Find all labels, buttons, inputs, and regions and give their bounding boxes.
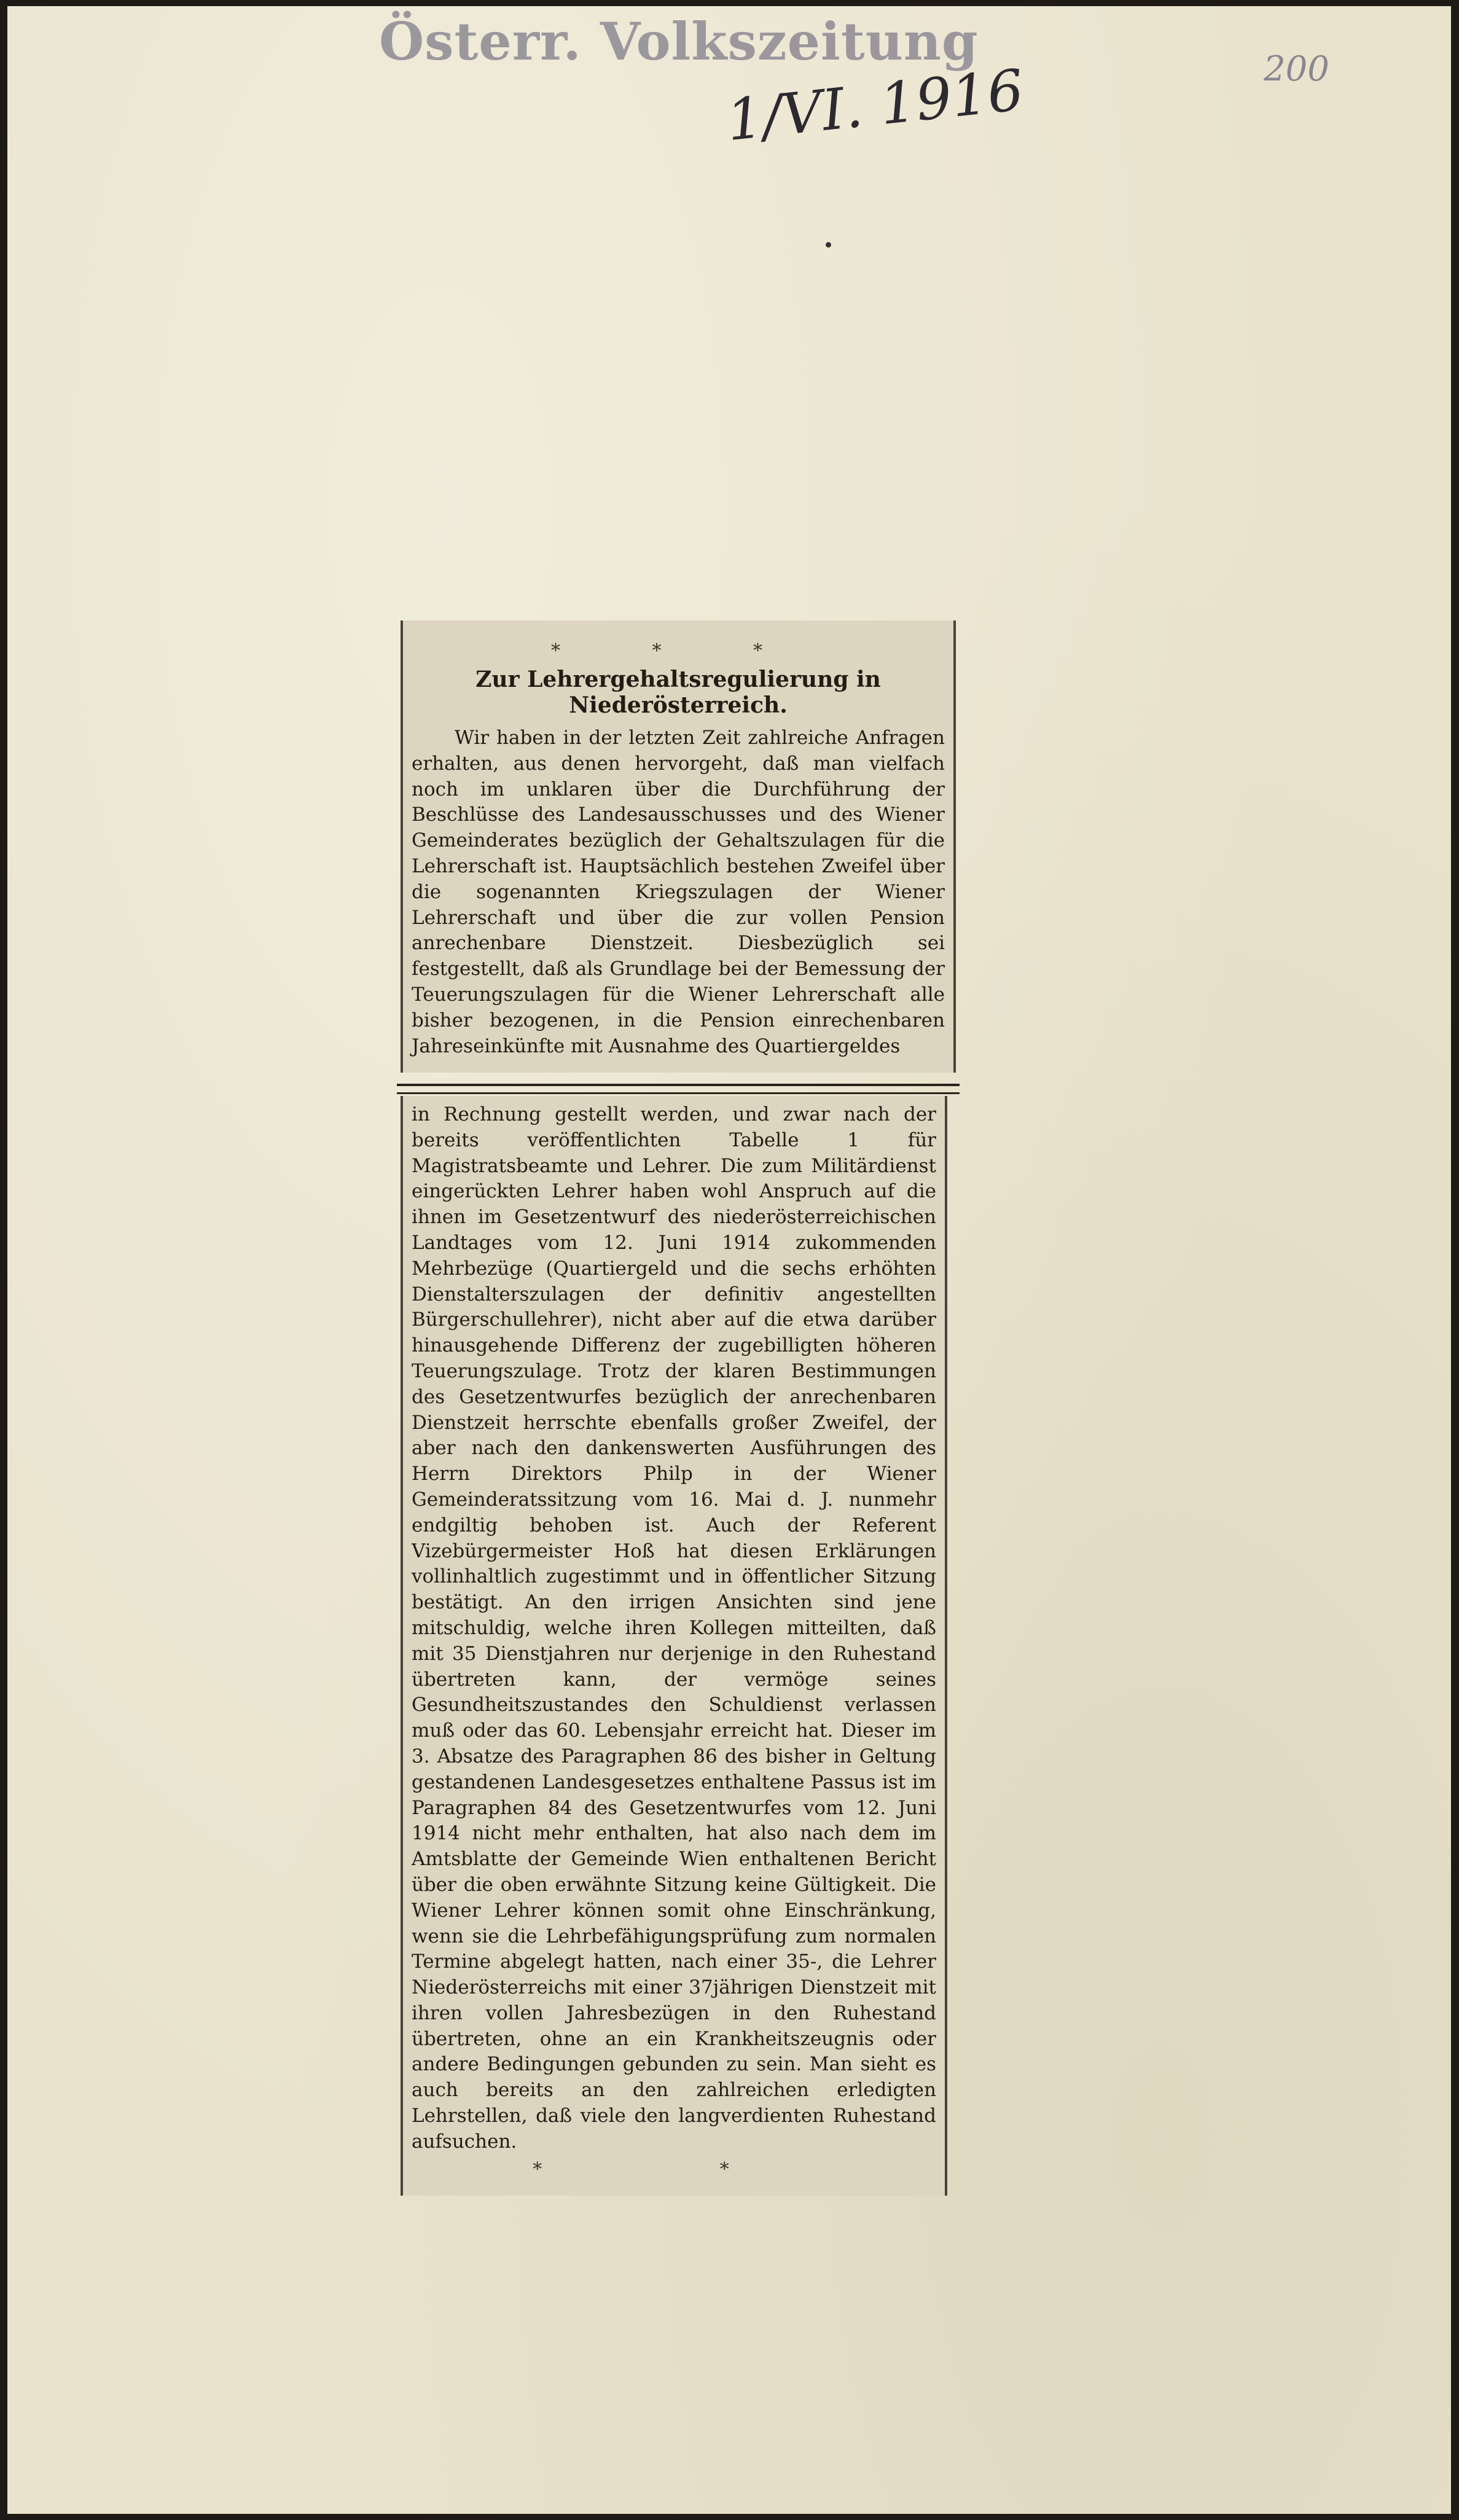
article-column-2: in Rechnung gestellt werden, und zwar nach der bereits veröffentlichten Tabelle 1 für Magistratsbeamte und Lehrer. Die zum Militärdienst eingerückten Lehrer haben wohl Anspruch auf die ihnen im Gesetzentwurf des niederösterreichischen Landtages vom 12. Juni 1914 zukommenden Mehrbezüge (Quartiergeld und die sechs erhöhten Dienstalterszulagen der definitiv angestellten Bürgerschullehrer), nicht aber auf die etwa darüber hinausgehende Differenz der zugebilligten höheren Teuerungszulage. Trotz der klaren Bestimmungen des Gesetzentwurfes bezüglich der anrechenbaren Dienstzeit herrschte ebenfalls großer Zweifel, der aber nach den dankenswerten Ausführungen des Herrn Direktors Philp in der Wiener Gemeinderatssitzung vom 16. Mai d. J. nunmehr endgiltig behoben ist. Auch der Referent Vizebürgermeister Hoß hat diesen Erklärungen vollinhaltlich zugestimmt und in öffentlicher Sitzung bestätigt. An den irrigen Ansichten sind jene mitschuldig, welche ihren Kollegen mitteilten, daß mit 35 Dienstjahren nur derjenige in den Ruhestand übertreten kann, der vermöge seines Gesundheitszustandes den Schuldienst verlassen muß oder das 60. Lebensjahr erreicht hat. Dieser im 3. Absatze des Paragraphen 86 des bisher in Geltung gestandenen Landesgesetzes enthaltene Passus ist im Paragraphen 84 des Gesetzentwurfes vom 12. Juni 1914 nicht mehr enthalten, hat also nach dem im Amtsblatte der Gemeinde Wien enthaltenen Bericht über die oben erwähnte Sitzung keine Gültigkeit. Die Wiener Lehrer können somit ohne Einschränkung, wenn sie die Lehrbefähigungsprüfung zum normalen Termine abgelegt hatten, nach einer 35-, die Lehrer Niederösterreichs mit einer 37jährigen Dienstzeit mit ihren vollen Jahresbezügen in den Ruhestand übertreten, ohne an ein Krankheitszeugnis oder andere Bedingungen gebunden zu sein. Man sieht es auch bereits an den zahlreichen erledigten Lehrstellen, daß viele den langverdienten Ruhestand aufsuchen. bbox=[412, 1103, 936, 2153]
ornament-top: * * * bbox=[550, 640, 806, 662]
column-separator-rule bbox=[397, 1084, 960, 1094]
clipping-part-1 bbox=[401, 620, 956, 1073]
handwritten-date: 1/VI. 1916 bbox=[723, 57, 1027, 154]
ornament-bottom: * * bbox=[533, 2158, 815, 2180]
article-headline: Zur Lehrergehaltsregulierung in Niederösterreich. bbox=[475, 667, 881, 718]
ink-dot bbox=[826, 242, 831, 248]
newspaper-stamp: Österr. Volkszeitung bbox=[379, 11, 979, 72]
clipping-part-2 bbox=[401, 1096, 947, 2196]
handwritten-number: 200 bbox=[1264, 49, 1329, 89]
article-column-1: Wir haben in der letzten Zeit zahlreiche Anfragen erhalten, aus denen hervorgeht, daß man vielfach noch im unklaren über die Durchführung der Beschlüsse des Landesausschusses und des Wiener Gemeinderates bezüglich der Gehaltszulagen für die Lehrerschaft ist. Hauptsächlich bestehen Zweifel über die sogenannten Kriegszulagen der Wiener Lehrerschaft und über die zur vollen Pension anrechenbare Dienstzeit. Diesbezüglich sei festgestellt, daß als Grundlage bei der Bemessung der Teuerungszulagen für die Wiener Lehrerschaft alle bisher bezogenen, in die Pension einrechenbaren Jahreseinkünfte mit Ausnahme des Quartiergeldes bbox=[412, 727, 945, 1057]
